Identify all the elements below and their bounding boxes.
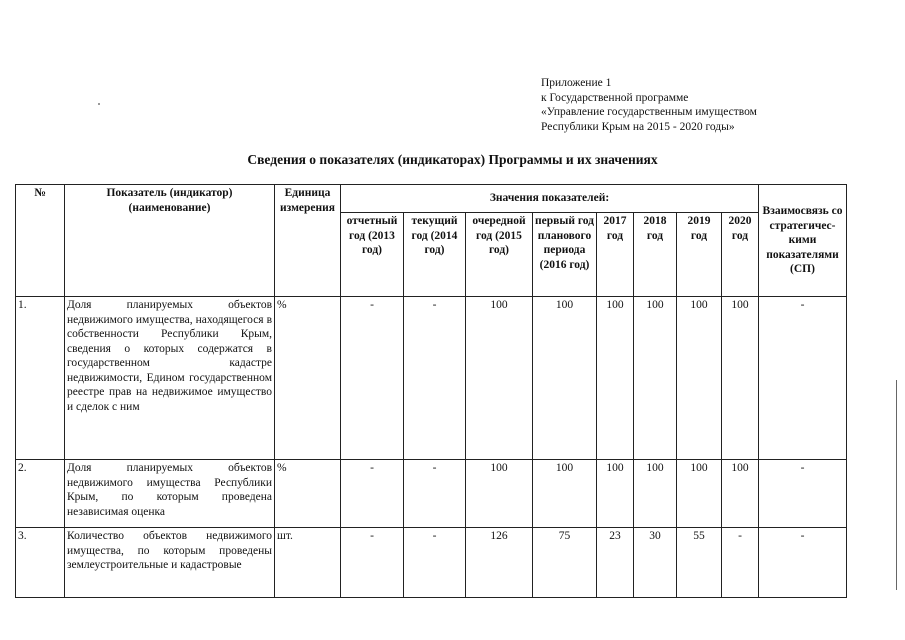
row-unit: % (275, 460, 341, 528)
row-num: 3. (16, 528, 65, 598)
row-value-2018: 100 (634, 297, 677, 460)
row-relation: - (759, 460, 847, 528)
document-title: Сведения о показателях (индикаторах) Программы и их значениях (247, 152, 658, 167)
row-value-2018: 30 (634, 528, 677, 598)
scan-speck (98, 103, 100, 105)
row-value-2017: 100 (597, 460, 634, 528)
header-col-2020: 2020 год (722, 213, 759, 297)
scan-edge-line (896, 380, 897, 590)
header-relation: Взаимосвязь со стратегичес-кими показателями (СП) (759, 185, 847, 297)
row-value-2017: 100 (597, 297, 634, 460)
table-row (16, 460, 847, 528)
row-unit: шт. (275, 528, 341, 598)
header-num: № (16, 185, 65, 297)
header-col-2015: очередной год (2015 год) (466, 213, 533, 297)
row-value-2014: - (404, 460, 466, 528)
row-indicator: Доля планируемых объектов недвижимого имущества Республики Крым, по которым проведена независимая оценка (65, 460, 275, 528)
header-col-2019: 2019 год (677, 213, 722, 297)
row-value-2019: 100 (677, 297, 722, 460)
row-value-2014: - (404, 297, 466, 460)
row-value-2013: - (341, 460, 404, 528)
appendix-block (541, 76, 757, 134)
row-value-2019: 100 (677, 460, 722, 528)
header-values-group: Значения показателей: (341, 185, 759, 213)
appendix-line: Приложение 1 (541, 77, 612, 89)
appendix-line: «Управление государственным имуществом (541, 106, 757, 118)
row-value-2013: - (341, 528, 404, 598)
header-col-2016: первый год планового периода (2016 год) (533, 213, 597, 297)
row-num: 1. (16, 297, 65, 460)
header-unit: Единица измерения (275, 185, 341, 297)
row-value-2020: - (722, 528, 759, 598)
table-row (16, 297, 847, 460)
indicators-table (15, 184, 847, 598)
table-row (16, 528, 847, 598)
row-value-2018: 100 (634, 460, 677, 528)
row-value-2013: - (341, 297, 404, 460)
header-col-2017: 2017 год (597, 213, 634, 297)
appendix-line: к Государственной программе (541, 91, 689, 104)
header-indicator: Показатель (индикатор) (наименование) (65, 185, 275, 297)
row-value-2016: 100 (533, 297, 597, 460)
row-value-2015: 100 (466, 460, 533, 528)
row-value-2016: 100 (533, 460, 597, 528)
row-value-2016: 75 (533, 528, 597, 598)
header-col-2013: отчетный год (2013 год) (341, 213, 404, 297)
row-value-2019: 55 (677, 528, 722, 598)
row-value-2015: 100 (466, 297, 533, 460)
row-value-2017: 23 (597, 528, 634, 598)
header-row-1 (16, 185, 847, 213)
appendix-line: Республики Крым на 2015 - 2020 годы» (541, 120, 735, 133)
row-relation: - (759, 528, 847, 598)
row-unit: % (275, 297, 341, 460)
header-col-2018: 2018 год (634, 213, 677, 297)
row-value-2015: 126 (466, 528, 533, 598)
row-value-2014: - (404, 528, 466, 598)
row-relation: - (759, 297, 847, 460)
row-indicator: Доля планируемых объектов недвижимого имущества, находящегося в собственности Республики Крым, сведения о которых содержатся в государственном кадастре недвижимости, Едином государственном реестре прав на недвижимое имущество и сделок с ним (65, 297, 275, 460)
row-value-2020: 100 (722, 460, 759, 528)
row-value-2020: 100 (722, 297, 759, 460)
header-col-2014: текущий год (2014 год) (404, 213, 466, 297)
row-num: 2. (16, 460, 65, 528)
row-indicator: Количество объектов недвижимого имущества, по которым проведены землеустроительные и кадастровые (65, 528, 275, 598)
